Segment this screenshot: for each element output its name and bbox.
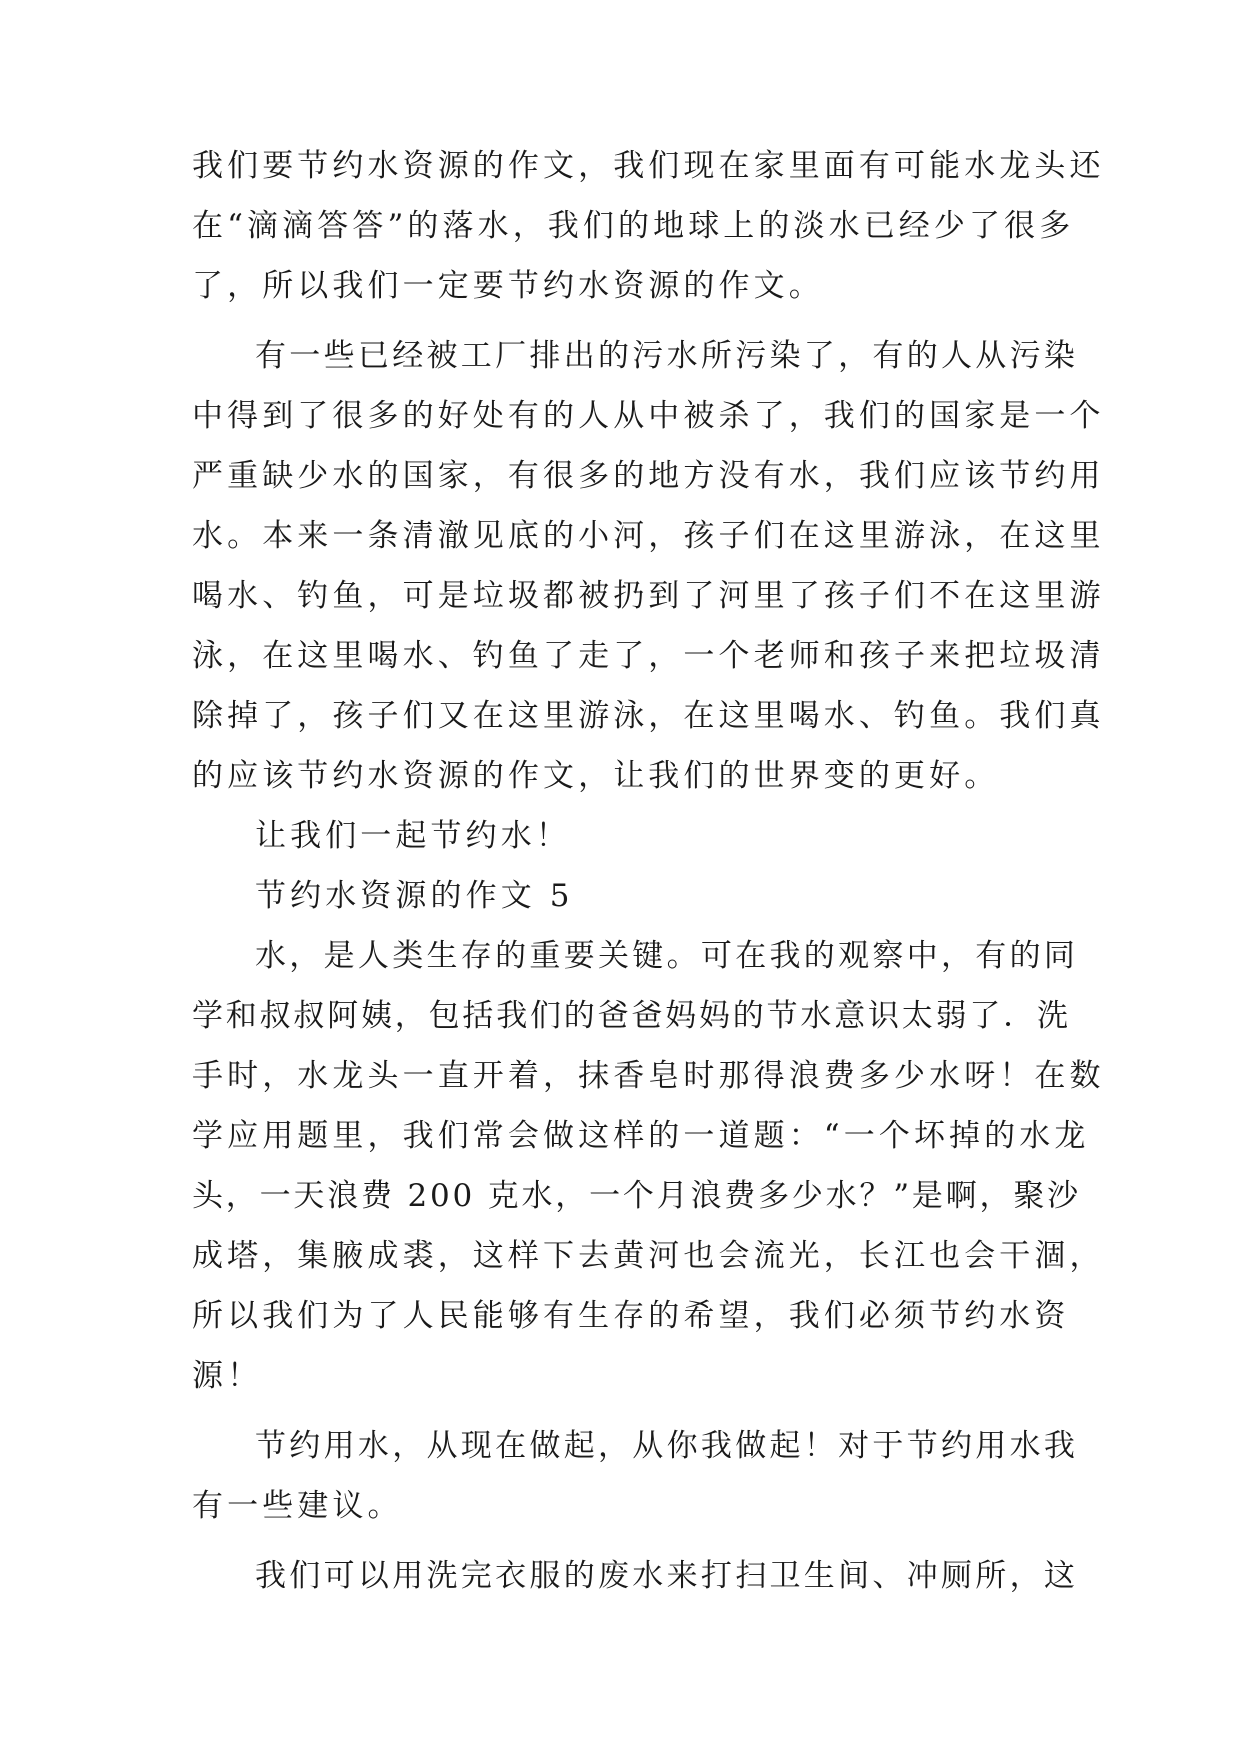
paragraph-first-line: 水，是人类生存的重要关键。可在我的观察中，有的同	[255, 938, 1079, 974]
section-heading: 节约水资源的作文 5	[255, 878, 574, 914]
paragraph-first-line: 有一些已经被工厂排出的污水所污染了，有的人从污染	[255, 338, 1079, 374]
text-line: 源！	[192, 1358, 263, 1394]
text-line: 泳，在这里喝水、钓鱼了走了，一个老师和孩子来把垃圾清	[192, 638, 1105, 674]
paragraph-first-line: 让我们一起节约水！	[255, 818, 571, 854]
paragraph-first-line: 节约用水，从现在做起，从你我做起！对于节约用水我	[255, 1428, 1079, 1464]
text-line: 学和叔叔阿姨，包括我们的爸爸妈妈的节水意识太弱了．洗	[192, 998, 1071, 1034]
text-line: 所以我们为了人民能够有生存的希望，我们必须节约水资	[192, 1298, 1070, 1334]
text-line: 有一些建议。	[192, 1488, 403, 1524]
text-line: 成塔，集腋成裘，这样下去黄河也会流光，长江也会干涸，	[192, 1238, 1105, 1274]
text-line: 喝水、钓鱼，可是垃圾都被扔到了河里了孩子们不在这里游	[192, 578, 1105, 614]
text-line: 头，一天浪费 200 克水，一个月浪费多少水？”是啊，聚沙	[192, 1178, 1081, 1214]
text-line: 的应该节约水资源的作文，让我们的世界变的更好。	[192, 758, 1000, 794]
text-line: 中得到了很多的好处有的人从中被杀了，我们的国家是一个	[192, 398, 1105, 434]
text-line: 学应用题里，我们常会做这样的一道题：“一个坏掉的水龙	[192, 1118, 1090, 1154]
text-line: 严重缺少水的国家，有很多的地方没有水，我们应该节约用	[192, 458, 1105, 494]
text-line: 手时，水龙头一直开着，抹香皂时那得浪费多少水呀！在数	[192, 1058, 1105, 1094]
text-line: 在“滴滴答答”的落水，我们的地球上的淡水已经少了很多	[192, 208, 1075, 244]
text-line: 水。本来一条清澈见底的小河，孩子们在这里游泳，在这里	[192, 518, 1105, 554]
text-line: 我们要节约水资源的作文，我们现在家里面有可能水龙头还	[192, 148, 1105, 184]
text-line: 了，所以我们一定要节约水资源的作文。	[192, 268, 824, 304]
text-line: 除掉了，孩子们又在这里游泳，在这里喝水、钓鱼。我们真	[192, 698, 1105, 734]
paragraph-first-line: 我们可以用洗完衣服的废水来打扫卫生间、冲厕所，这	[255, 1558, 1079, 1594]
